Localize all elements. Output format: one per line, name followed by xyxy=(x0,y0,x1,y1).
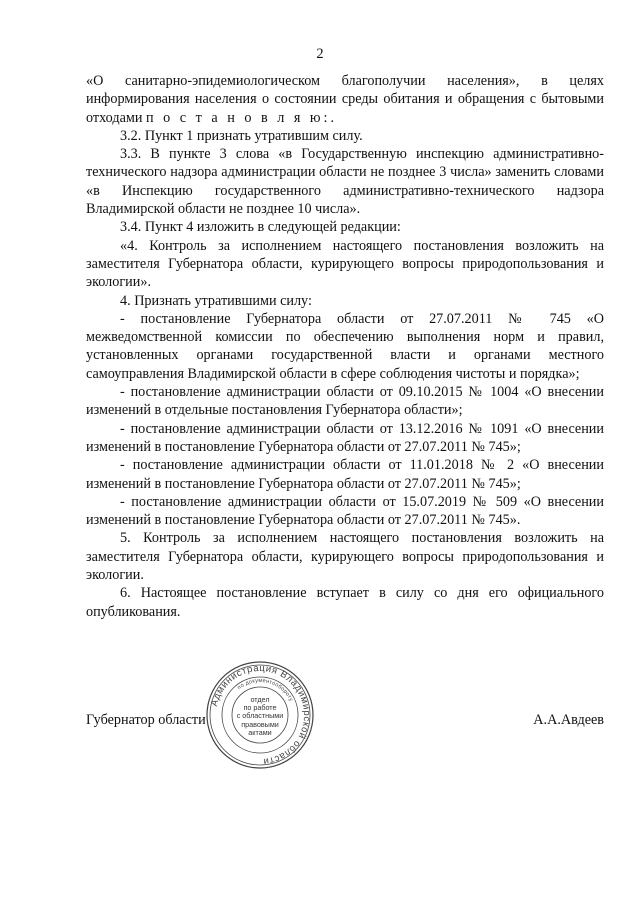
repeal-item-4: - постановление администрации области от 11.01.2018 № 2 «О внесении изменений в постановление Губернатора области от 27.07.2011 № 745»; xyxy=(86,457,604,492)
signatory-name: А.А.Авдеев xyxy=(533,712,604,728)
signatory-title: Губернатор области xyxy=(86,712,206,728)
page-number: 2 xyxy=(316,46,324,62)
paragraph-4: 4. Признать утратившими силу: xyxy=(120,292,312,309)
paragraph-3-4: 3.4. Пункт 4 изложить в следующей редакции: xyxy=(120,219,401,236)
paragraph-6: 6. Настоящее постановление вступает в силу со дня его официального опубликования. xyxy=(86,585,604,620)
document-body xyxy=(86,72,604,621)
paragraph-5: 5. Контроль за исполнением настоящего постановления возложить на заместителя Губернатора области, курирующего вопросы природопользования и экологии. xyxy=(86,530,604,584)
paragraph-intro: «О санитарно-эпидемиологическом благополучии населения», в целях информирования населения о состоянии среды обитания и обращения с бытовыми отходами п о с т а н о в л я ю:. xyxy=(86,73,604,126)
repeal-item-5: - постановление администрации области от 15.07.2019 № 509 «О внесении изменений в постановление Губернатора области от 27.07.2011 № 745». xyxy=(86,493,604,529)
repeal-item-1: - постановление Губернатора области от 27.07.2011 № 745 «О межведомственной комиссии по обеспечению выполнения норм и правил, установленных органами государственной власти и органами местного самоуправления Владимирской области в сфере соблюдения чистоты и порядка»; xyxy=(86,310,604,382)
repeal-item-3: - постановление администрации области от 13.12.2016 № 1091 «О внесении изменений в постановление Губернатора области от 27.07.2011 № 745»; xyxy=(86,420,604,455)
repeal-item-2: - постановление администрации области от 09.10.2015 № 1004 «О внесении изменений в отдельные постановления Губернатора области»; xyxy=(86,384,604,419)
stamp-outer-text: Администрация Владимирской области xyxy=(208,662,313,767)
stamp-center-text: отдел по работе с областными правовыми актами xyxy=(236,695,284,737)
stamp-inner-text: по документообороту xyxy=(236,677,294,703)
paragraph-3-4-quote: «4. Контроль за исполнением настоящего постановления возложить на заместителя Губернатора области, курирующего вопросы природопользования и экологии». xyxy=(86,237,604,291)
paragraph-3-3: 3.3. В пункте 3 слова «в Государственную инспекцию административно-технического надзора администрации области не позднее 3 числа» заменить словами «в Инспекцию государственного административно-технического надзора Владимирской области не позднее 10 числа». xyxy=(86,146,604,218)
decree-word: п о с т а н о в л я ю:. xyxy=(145,109,338,126)
paragraph-3-2: 3.2. Пункт 1 признать утратившим силу. xyxy=(120,127,363,144)
official-stamp-seal xyxy=(205,660,315,770)
